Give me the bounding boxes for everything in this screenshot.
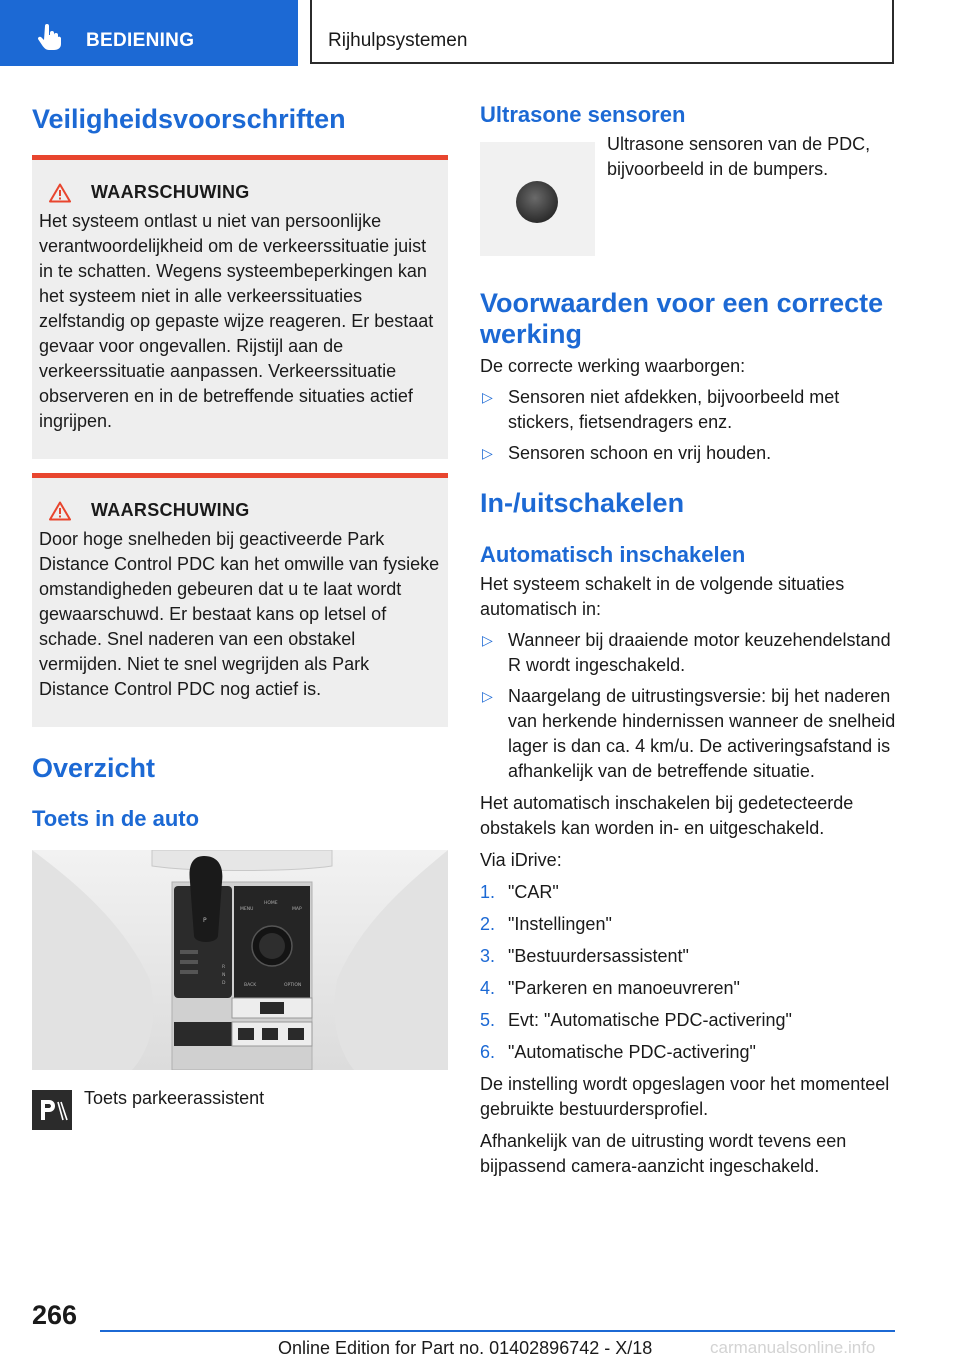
sensors-text: Ultrasone sensoren van de PDC, bijvoorbeeld in de bumpers.	[607, 134, 871, 180]
list-item: 6. "Automatische PDC-activering"	[480, 1041, 756, 1062]
button-caption-row	[32, 1090, 448, 1134]
idrive-steps	[480, 880, 898, 1065]
warning-header	[39, 182, 440, 203]
console-label-option: OPTION	[284, 983, 302, 989]
warning-label: WAARSCHUWING	[91, 182, 250, 203]
sensor-image	[480, 142, 595, 256]
center-console-image	[32, 850, 448, 1070]
center-console-drawing	[32, 850, 448, 1070]
sensor-icon	[480, 142, 595, 256]
footer-divider	[100, 1330, 895, 1332]
sensors-block	[480, 134, 898, 268]
console-label-d: D	[222, 981, 226, 987]
warning-text: Het systeem ontlast u niet van persoonlijke verantwoordelijkheid om de verkeerssituatie juist in te schatten. Wegens systeembeperkingen kan het systeem niet in alle verkeerssituaties zelfstandig op gepaste wijze reageren. Er bestaat gevaar voor ongevallen. Rijstijl aan de verkeerssituatie aanpassen. Verkeerssituatie observeren en in de betreffende situaties actief ingrijpen.	[39, 211, 434, 432]
conditions-heading: Voorwaarden voor een correcte werking	[480, 288, 884, 350]
via-idrive: Via iDrive:	[480, 849, 562, 870]
auto-list	[480, 628, 898, 784]
list-item: 2. "Instellingen"	[480, 913, 612, 934]
warning-label: WAARSCHUWING	[91, 500, 250, 521]
list-item: ▷ Sensoren niet afdekken, bijvoorbeeld met stickers, fietsendragers enz.	[482, 387, 840, 433]
parking-assistant-caption: Toets parkeerassistent	[84, 1088, 265, 1109]
list-item: 1. "CAR"	[480, 881, 559, 902]
parking-assistant-icon	[32, 1090, 72, 1130]
console-label-back: BACK	[244, 983, 257, 989]
safety-heading: Veiligheidsvoorschriften	[32, 104, 346, 134]
warning-box-2	[32, 473, 448, 727]
console-label-p: P	[203, 917, 207, 925]
auto-note: Het automatisch inschakelen bij gedetecteerde obstakels kan worden in- en uitgeschakeld.	[480, 792, 854, 838]
console-label-menu: MENU	[240, 907, 254, 913]
bullet-triangle-icon: ▷	[482, 687, 493, 704]
hand-pointer-icon	[38, 24, 62, 50]
list-item: 5. Evt: "Automatische PDC-activering"	[480, 1009, 792, 1030]
section-label: BEDIENING	[86, 30, 195, 51]
right-column	[480, 100, 898, 1179]
bullet-triangle-icon: ▷	[482, 445, 493, 462]
section-tab	[0, 0, 298, 66]
closing-text-2: Afhankelijk van de uitrusting wordt tevens een bijpassend camera-aanzicht ingeschakeld.	[480, 1130, 847, 1176]
warning-triangle-icon	[49, 501, 71, 521]
page-header	[0, 0, 960, 66]
warning-header	[39, 500, 440, 521]
list-item: ▷ Naargelang de uitrustingsversie: bij het naderen van herkende hindernissen wanneer de snelheid lager is dan ca. 4 km/u. De activeringsafstand is afhankelijk van de betreffende situatie.	[482, 685, 896, 781]
bullet-triangle-icon: ▷	[482, 631, 493, 648]
overview-heading: Overzicht	[32, 753, 156, 784]
list-item: 3. "Bestuurdersassistent"	[480, 945, 689, 966]
console-label-n: N	[222, 973, 226, 979]
closing-text-1: De instelling wordt opgeslagen voor het momenteel gebruikte bestuurdersprofiel.	[480, 1073, 890, 1119]
conditions-intro: De correcte werking waarborgen:	[480, 356, 746, 377]
warning-box-1	[32, 155, 448, 459]
list-item: ▷ Sensoren schoon en vrij houden.	[480, 441, 898, 466]
chapter-label: Rijhulpsystemen	[328, 30, 468, 51]
console-label-home: HOME	[264, 901, 278, 907]
button-heading: Toets in de auto	[32, 806, 200, 832]
edition-text: Online Edition for Part no. 01402896742 - X/18	[278, 1338, 653, 1358]
chapter-tab	[310, 0, 894, 64]
switch-heading: In-/uitschakelen	[480, 488, 685, 519]
sensors-heading: Ultrasone sensoren	[480, 102, 686, 127]
left-column	[32, 100, 448, 1134]
auto-intro: Het systeem schakelt in de volgende situaties automatisch in:	[480, 573, 845, 619]
watermark: carmanualsonline.info	[710, 1338, 876, 1357]
bullet-triangle-icon: ▷	[482, 389, 493, 406]
conditions-list	[480, 385, 898, 466]
list-item: 4. "Parkeren en manoeuvreren"	[480, 977, 740, 998]
warning-triangle-icon	[49, 183, 71, 203]
auto-heading: Automatisch inschakelen	[480, 541, 746, 567]
console-label-map: MAP	[292, 907, 302, 913]
list-item: ▷ Wanneer bij draaiende motor keuzehendelstand R wordt ingeschakeld.	[482, 629, 891, 675]
console-label-r: R	[222, 965, 226, 971]
warning-text: Door hoge snelheden bij geactiveerde Park Distance Control PDC kan het omwille van fysieke omstandigheden gebeuren dat u te laat wordt gewaarschuwd. Er bestaat kans op letsel of schade. Snel naderen van een obstakel vermijden. Niet te snel wegrijden als Park Distance Control PDC nog actief is.	[39, 529, 440, 700]
page-number: 266	[32, 1300, 78, 1330]
